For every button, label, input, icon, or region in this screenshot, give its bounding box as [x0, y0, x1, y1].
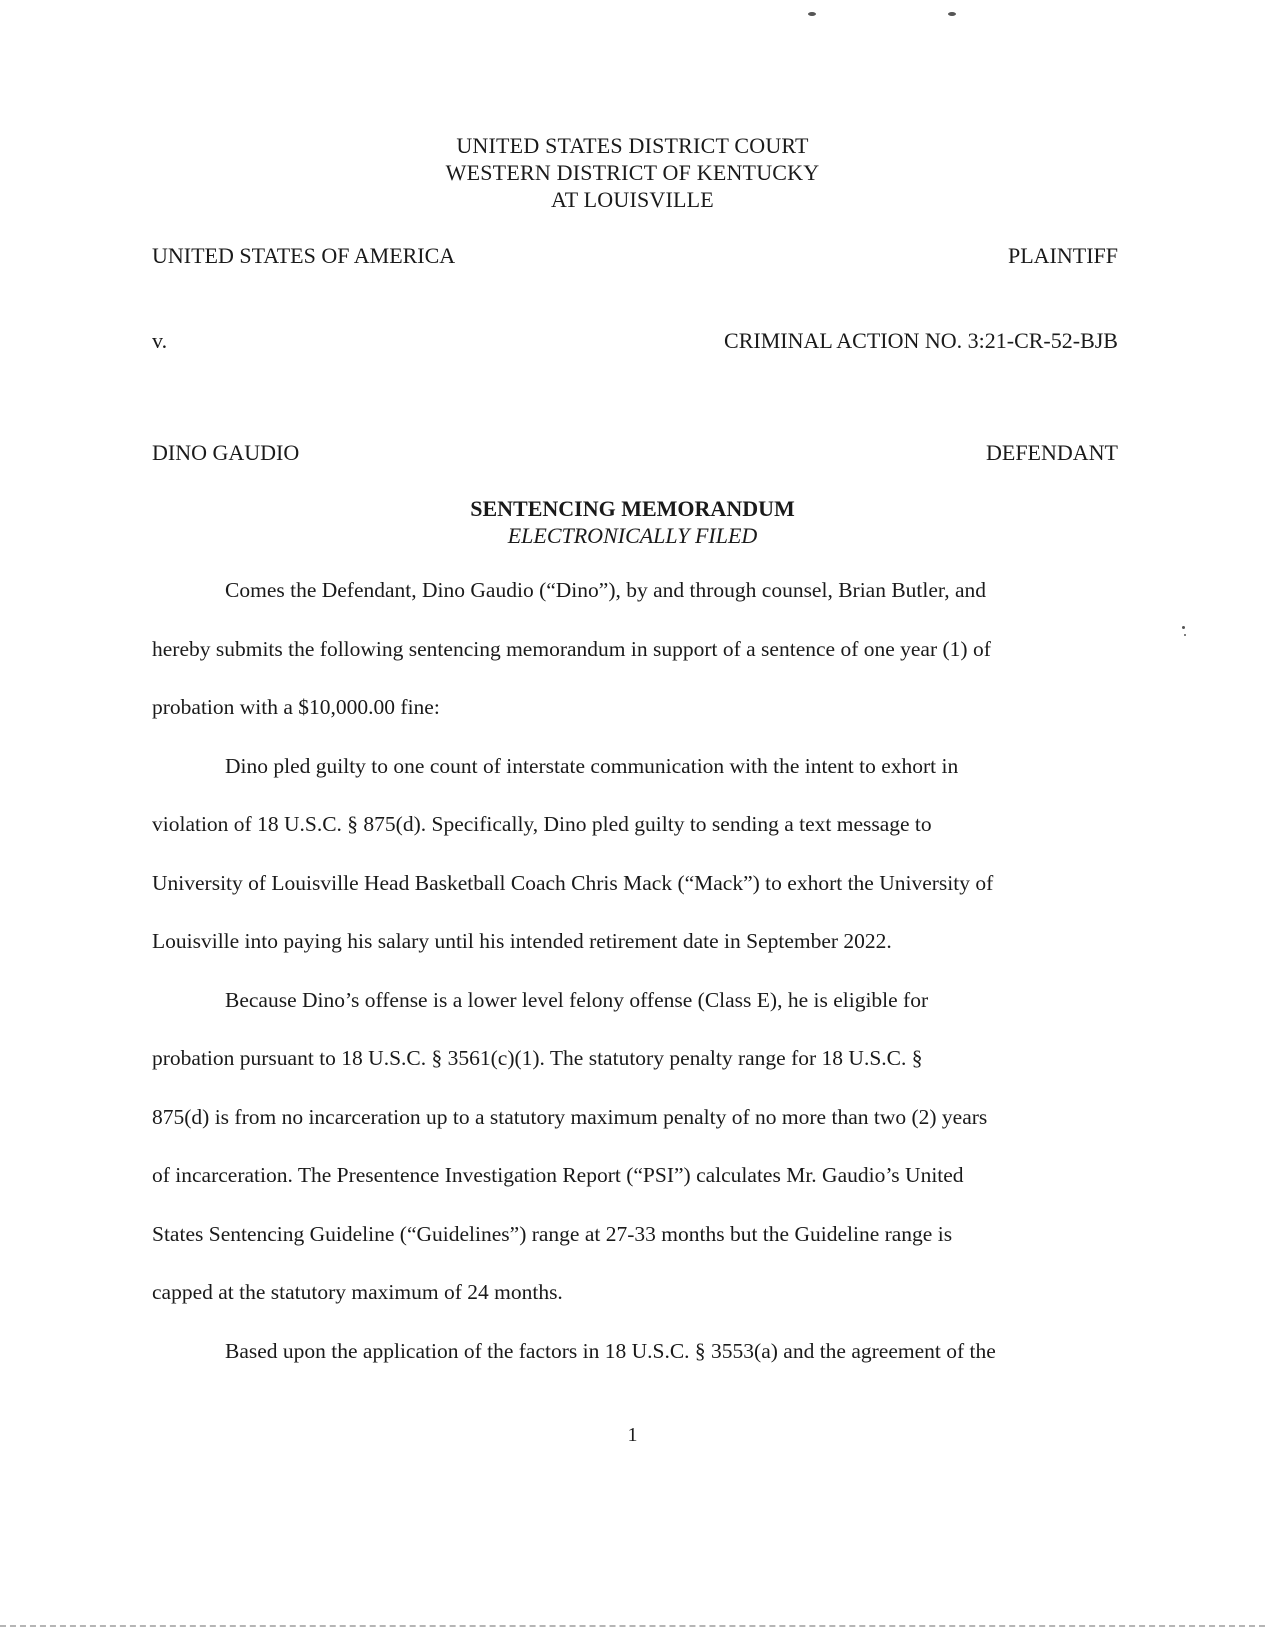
- court-location: AT LOUISVILLE: [551, 187, 714, 212]
- court-name: UNITED STATES DISTRICT COURT: [456, 133, 809, 158]
- scan-speck: [1184, 634, 1186, 636]
- paragraph-4: [152, 1322, 1118, 1381]
- text-line: hereby submits the following sentencing memorandum in support of a sentence of one year (1) of: [152, 636, 991, 661]
- defendant-label: DEFENDANT: [986, 440, 1118, 465]
- plaintiff-row: [152, 242, 1118, 269]
- plaintiff-label: PLAINTIFF: [1007, 243, 1118, 268]
- scan-speck: [1182, 626, 1185, 629]
- scan-bottom-edge: [0, 1625, 1265, 1627]
- text-line: University of Louisville Head Basketball Coach Chris Mack (“Mack”) to exhort the University of: [152, 870, 994, 895]
- document-subtitle: ELECTRONICALLY FILED: [507, 523, 758, 548]
- document-title-block: [0, 495, 1265, 549]
- text-line: Comes the Defendant, Dino Gaudio (“Dino”), by and through counsel, Brian Butler, and: [225, 578, 987, 602]
- text-line: Dino pled guilty to one count of interstate communication with the intent to exhort in: [225, 753, 959, 778]
- text-line: probation pursuant to 18 U.S.C. § 3561(c)(1). The statutory penalty range for 18 U.S.C. §: [152, 1046, 923, 1070]
- court-district: WESTERN DISTRICT OF KENTUCKY: [445, 160, 820, 185]
- document-title: SENTENCING MEMORANDUM: [470, 496, 795, 521]
- paragraph-1: [152, 561, 1118, 737]
- text-line: Because Dino’s offense is a lower level felony offense (Class E), he is eligible for: [225, 987, 929, 1012]
- text-line: States Sentencing Guideline (“Guidelines”) range at 27-33 months but the Guideline range is: [152, 1221, 953, 1246]
- paragraph-2: [152, 737, 1118, 971]
- text-line: Louisville into paying his salary until his intended retirement date in September 2022.: [152, 929, 892, 953]
- scan-speck: [808, 12, 816, 16]
- text-line: 875(d) is from no incarceration up to a statutory maximum penalty of no more than two (2) years: [152, 1104, 988, 1129]
- text-line: Based upon the application of the factors in 18 U.S.C. § 3553(a) and the agreement of the: [225, 1338, 996, 1363]
- case-row: [152, 327, 1118, 354]
- court-caption: [0, 132, 1265, 213]
- scan-speck: [948, 12, 956, 16]
- defendant-row: [152, 439, 1118, 466]
- text-line: of incarceration. The Presentence Investigation Report (“PSI”) calculates Mr. Gaudio’s United: [152, 1163, 964, 1187]
- paragraph-3: [152, 971, 1118, 1322]
- text-line: violation of 18 U.S.C. § 875(d). Specifically, Dino pled guilty to sending a text message to: [152, 812, 932, 836]
- page-number: 1: [627, 1424, 638, 1446]
- defendant-name: DINO GAUDIO: [152, 440, 300, 465]
- versus: v.: [152, 328, 168, 353]
- memorandum-body: [152, 561, 1118, 1380]
- text-line: probation with a $10,000.00 fine:: [152, 695, 440, 719]
- text-line: capped at the statutory maximum of 24 months.: [152, 1280, 563, 1304]
- case-number: CRIMINAL ACTION NO. 3:21-CR-52-BJB: [724, 328, 1118, 353]
- plaintiff-name: UNITED STATES OF AMERICA: [152, 243, 456, 268]
